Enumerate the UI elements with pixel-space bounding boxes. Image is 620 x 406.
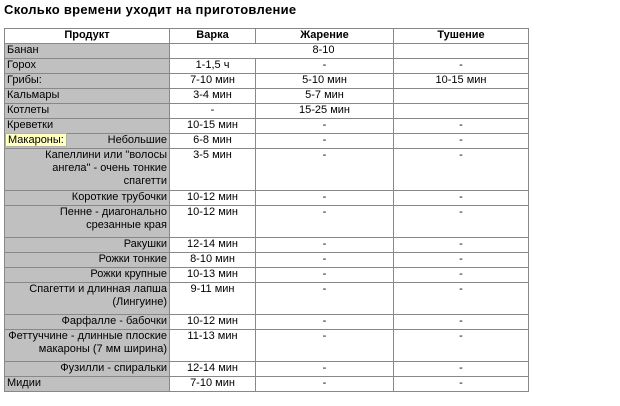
cell-fry: - xyxy=(256,315,394,330)
cell-product: Капеллини или "волосы ангела" - очень тонкие спагетти xyxy=(5,149,170,191)
cell-product xyxy=(5,134,170,149)
cell-stew: - xyxy=(394,315,529,330)
cell-fry: - xyxy=(256,191,394,206)
cell-boil: 12-14 мин xyxy=(170,362,256,377)
cell-product: Фузилли - спиральки xyxy=(5,362,170,377)
cell-boil: 12-14 мин xyxy=(170,238,256,253)
cell-product: Кальмары xyxy=(5,89,170,104)
cell-product: Короткие трубочки xyxy=(5,191,170,206)
cell-stew: - xyxy=(394,191,529,206)
cell-stew: - xyxy=(394,268,529,283)
table-row xyxy=(5,377,529,392)
table-row xyxy=(5,268,529,283)
cell-product: Рожки крупные xyxy=(5,268,170,283)
table-row xyxy=(5,238,529,253)
cell-fry: - xyxy=(256,238,394,253)
cell-product: Фарфалле - бабочки xyxy=(5,315,170,330)
cell-product: Ракушки xyxy=(5,238,170,253)
cell-product: Креветки xyxy=(5,119,170,134)
cell-boil: 10-15 мин xyxy=(170,119,256,134)
cell-stew: - xyxy=(394,134,529,149)
cell-boil: 10-12 мин xyxy=(170,315,256,330)
cell-boil: 11-13 мин xyxy=(170,330,256,362)
cell-boil: 10-13 мин xyxy=(170,268,256,283)
cell-stew: - xyxy=(394,330,529,362)
cell-stew: - xyxy=(394,206,529,238)
cell-boil: 1-1,5 ч xyxy=(170,59,256,74)
cell-stew: 10-15 мин xyxy=(394,74,529,89)
cell-boil: 7-10 мин xyxy=(170,377,256,392)
cell-product: Рожки тонкие xyxy=(5,253,170,268)
cell-stew xyxy=(394,104,529,119)
cell-product: Спагетти и длинная лапша (Лингуине) xyxy=(5,283,170,315)
cell-fry: - xyxy=(256,149,394,191)
cell-fry: - xyxy=(256,206,394,238)
table-row xyxy=(5,44,529,59)
cell-fry: - xyxy=(256,283,394,315)
cell-product: Пенне - диагонально срезанные края xyxy=(5,206,170,238)
cell-fry: - xyxy=(256,362,394,377)
cell-stew: - xyxy=(394,238,529,253)
cell-stew: - xyxy=(394,362,529,377)
cell-product: Горох xyxy=(5,59,170,74)
table-row xyxy=(5,59,529,74)
table-header-row xyxy=(5,29,529,44)
macaroni-category-label: Макароны: xyxy=(5,133,67,147)
cell-stew xyxy=(394,44,529,59)
table-body xyxy=(5,44,529,392)
cell-boil-fry-merged: 8-10 xyxy=(170,44,394,59)
table-row xyxy=(5,206,529,238)
table-row xyxy=(5,362,529,377)
cell-stew: - xyxy=(394,149,529,191)
cell-fry: - xyxy=(256,377,394,392)
cell-stew: - xyxy=(394,283,529,315)
table-row xyxy=(5,191,529,206)
cell-boil: 7-10 мин xyxy=(170,74,256,89)
cell-boil: 9-11 мин xyxy=(170,283,256,315)
cell-product: Феттуччине - длинные плоские макароны (7 мм ширина) xyxy=(5,330,170,362)
table-row xyxy=(5,119,529,134)
cell-fry: - xyxy=(256,253,394,268)
cell-product: Котлеты xyxy=(5,104,170,119)
cooking-time-table xyxy=(4,28,529,392)
cell-fry: - xyxy=(256,330,394,362)
cell-fry: 5-10 мин xyxy=(256,74,394,89)
table-row xyxy=(5,134,529,149)
cell-boil: 10-12 мин xyxy=(170,206,256,238)
header-stew: Тушение xyxy=(394,29,529,44)
cell-fry: 15-25 мин xyxy=(256,104,394,119)
cell-stew: - xyxy=(394,377,529,392)
cell-product: Грибы: xyxy=(5,74,170,89)
cell-stew: - xyxy=(394,253,529,268)
cell-stew xyxy=(394,89,529,104)
header-product: Продукт xyxy=(5,29,170,44)
table-row xyxy=(5,283,529,315)
cell-boil: 6-8 мин xyxy=(170,134,256,149)
table-row xyxy=(5,253,529,268)
cell-stew: - xyxy=(394,119,529,134)
cell-boil: 3-4 мин xyxy=(170,89,256,104)
cell-boil: 3-5 мин xyxy=(170,149,256,191)
table-row xyxy=(5,149,529,191)
header-boil: Варка xyxy=(170,29,256,44)
cell-boil: 10-12 мин xyxy=(170,191,256,206)
table-row xyxy=(5,104,529,119)
cell-boil: 8-10 мин xyxy=(170,253,256,268)
header-fry: Жарение xyxy=(256,29,394,44)
cell-stew: - xyxy=(394,59,529,74)
cell-boil: - xyxy=(170,104,256,119)
table-row xyxy=(5,330,529,362)
page-title: Сколько времени уходит на приготовление xyxy=(4,2,297,17)
table-row xyxy=(5,89,529,104)
cell-fry: - xyxy=(256,134,394,149)
product-name: Небольшие xyxy=(107,134,167,146)
cell-fry: 5-7 мин xyxy=(256,89,394,104)
cell-fry: - xyxy=(256,119,394,134)
cell-fry: - xyxy=(256,268,394,283)
table-row xyxy=(5,315,529,330)
table-row xyxy=(5,74,529,89)
cell-fry: - xyxy=(256,59,394,74)
cell-product: Мидии xyxy=(5,377,170,392)
cell-product: Банан xyxy=(5,44,170,59)
